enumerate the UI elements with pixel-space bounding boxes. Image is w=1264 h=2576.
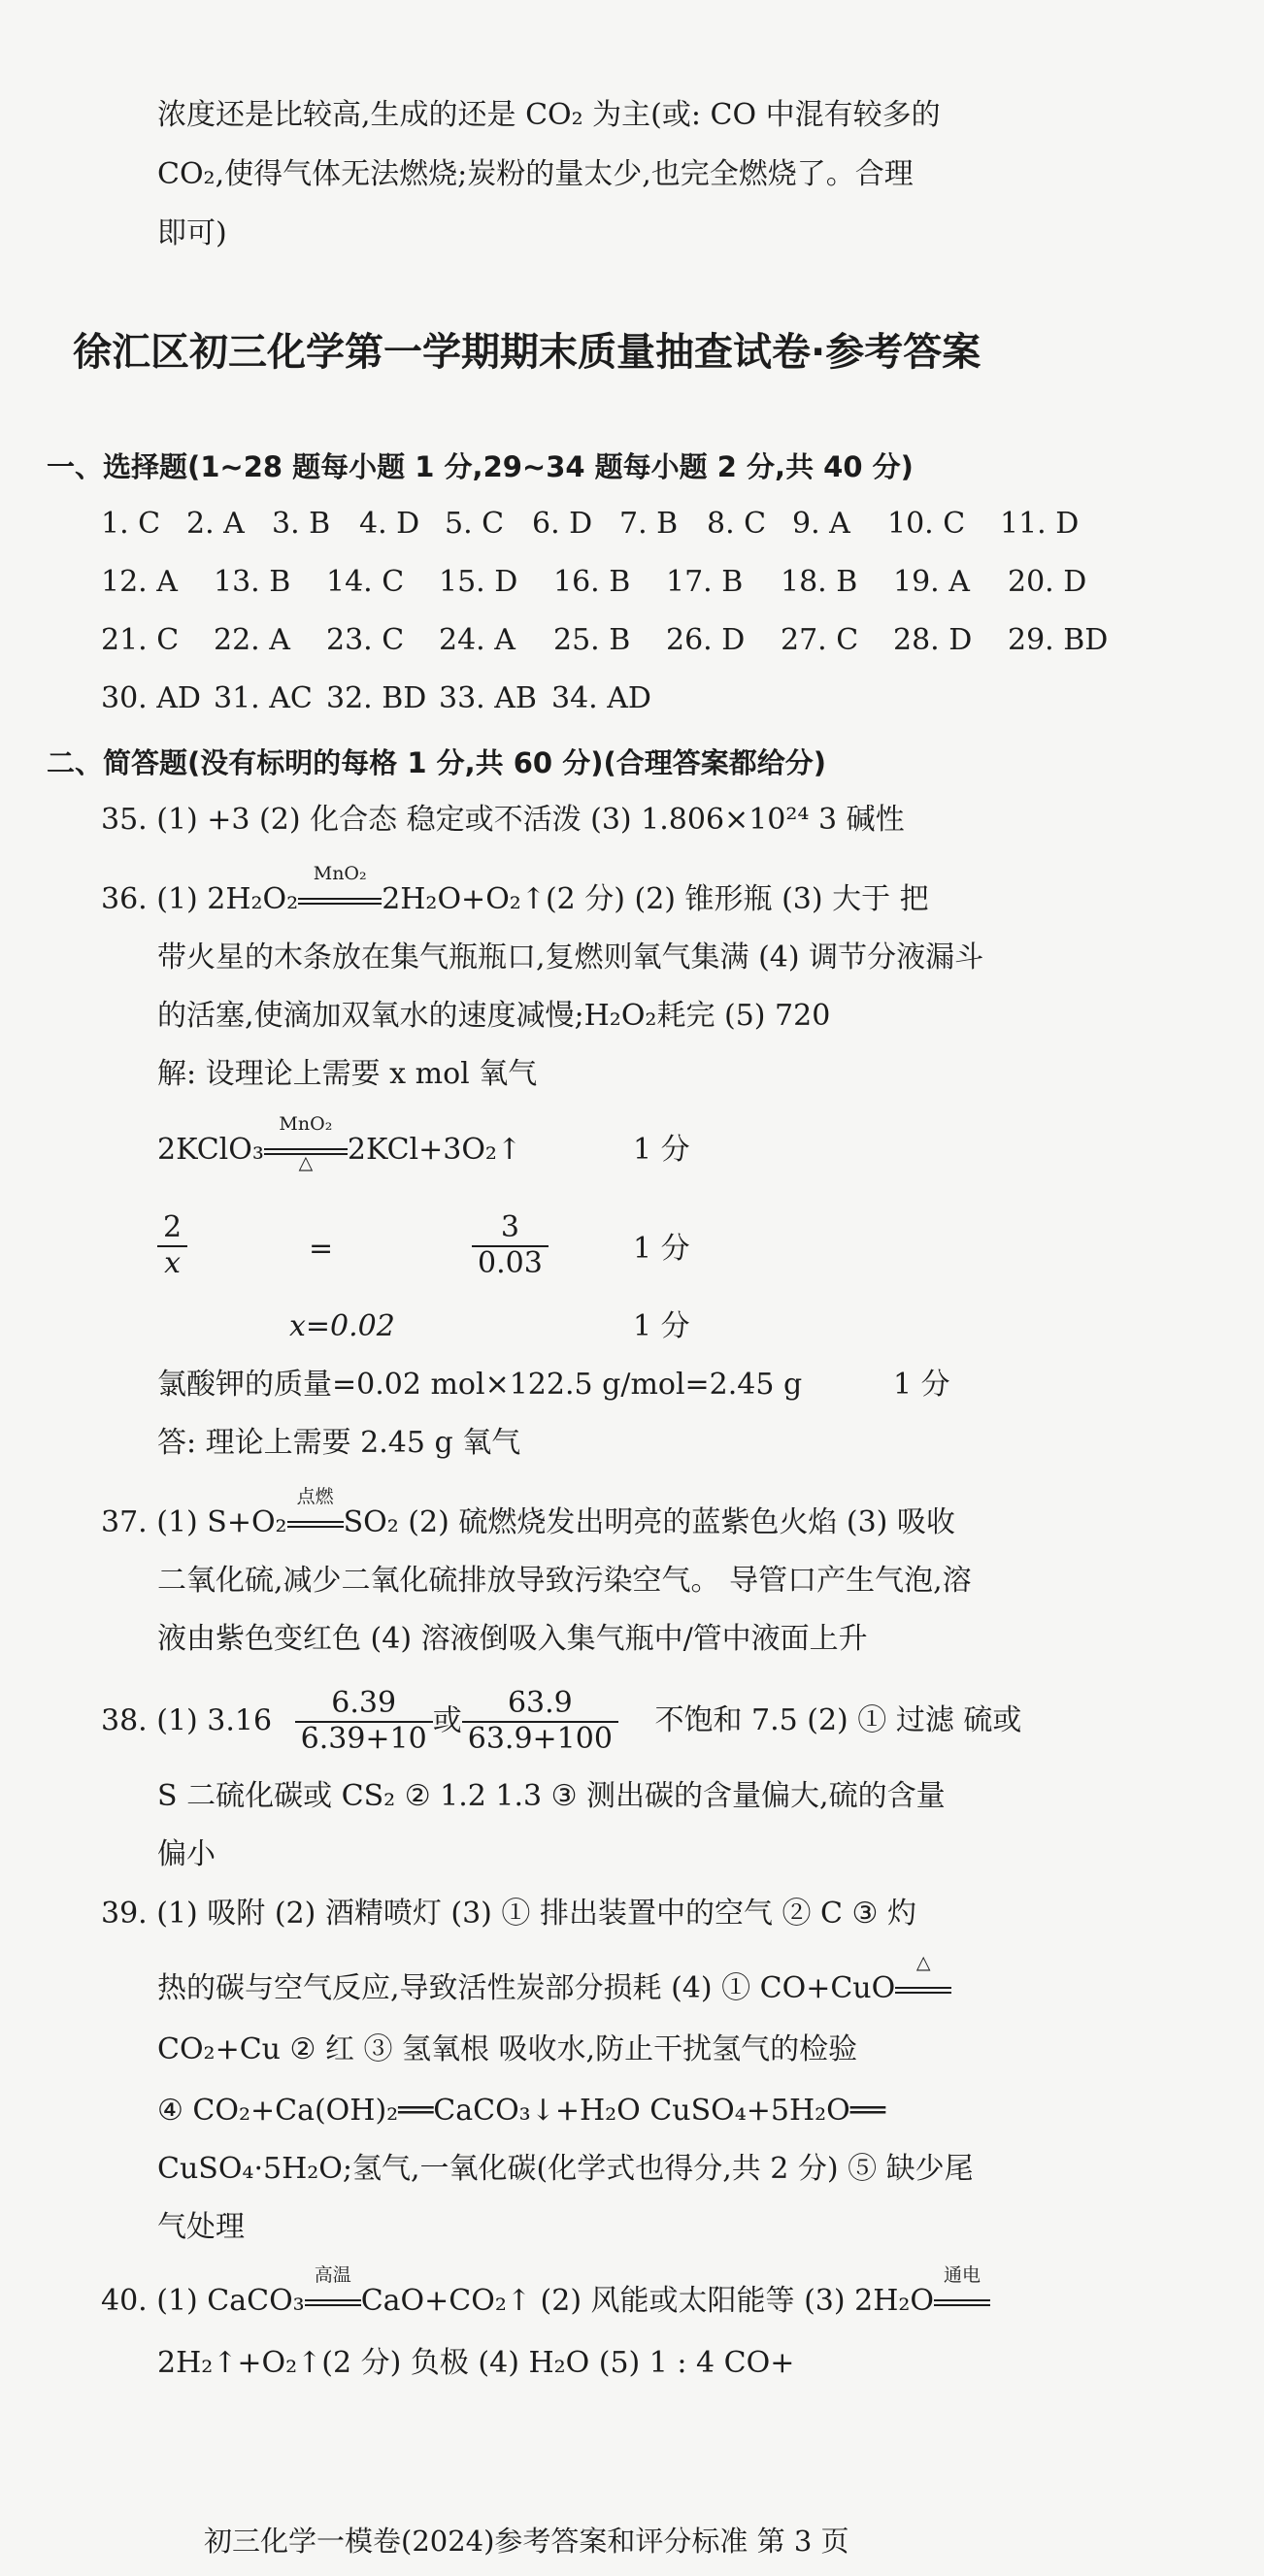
q36-line-2: 带火星的木条放在集气瓶瓶口,复燃则氧气集满 (4) 调节分液漏斗 bbox=[157, 941, 984, 974]
q37-line-2: 二氧化硫,减少二氧化硫排放导致污染空气。 导管口产生气泡,溶 bbox=[157, 1564, 972, 1598]
q36-line-4: 解: 设理论上需要 x mol 氧气 bbox=[157, 1057, 538, 1091]
q36-kclo3-catalyst: MnO₂ bbox=[279, 1113, 333, 1135]
choice-answer: 33. AB bbox=[439, 681, 537, 715]
q36-fraction-left bbox=[157, 1211, 187, 1280]
q35-answer: 35. (1) +3 (2) 化合态 稳定或不活泼 (3) 1.806×10²⁴ 3 碱性 bbox=[101, 803, 905, 837]
choice-answer: 2. A bbox=[186, 507, 245, 541]
intro-line-2: CO₂,使得气体无法燃烧;炭粉的量太少,也完全燃烧了。合理 bbox=[157, 157, 914, 191]
q39-heat: △ bbox=[915, 1952, 931, 1973]
choice-answer: 31. AC bbox=[214, 681, 313, 715]
q38-frac2-num: 63.9 bbox=[462, 1687, 618, 1723]
q36-fraction-right bbox=[472, 1211, 549, 1280]
choice-answer: 6. D bbox=[532, 507, 593, 541]
choice-answer: 18. B bbox=[781, 565, 858, 599]
choice-answer: 11. D bbox=[1000, 507, 1080, 541]
q40-condition-1: 高温 bbox=[314, 2264, 351, 2286]
q38-value: 38. (1) 3.16 bbox=[101, 1703, 273, 1738]
choice-answer: 1. C bbox=[101, 507, 161, 541]
page-title: 徐汇区初三化学第一学期期末质量抽查试卷·参考答案 bbox=[73, 330, 981, 375]
choice-answer: 23. C bbox=[326, 623, 405, 657]
q36-frac1-den: x bbox=[164, 1245, 181, 1280]
q36-score-1: 1 分 bbox=[633, 1133, 690, 1167]
q40-arrow-2 bbox=[934, 2264, 990, 2319]
choice-answer: 34. AD bbox=[551, 681, 651, 715]
section-2-header: 二、简答题(没有标明的每格 1 分,共 60 分)(合理答案都给分) bbox=[47, 746, 826, 779]
q36-line-1 bbox=[101, 863, 929, 917]
q37-line-1 bbox=[101, 1486, 955, 1540]
q37-condition: 点燃 bbox=[296, 1486, 334, 1507]
q38-line-3: 偏小 bbox=[157, 1837, 216, 1871]
q36-answer: 答: 理论上需要 2.45 g 氧气 bbox=[157, 1426, 521, 1460]
choice-answer: 17. B bbox=[666, 565, 744, 599]
q38-rest: 不饱和 7.5 (2) ① 过滤 硫或 bbox=[654, 1703, 1022, 1738]
q36-kclo3-products: 2KCl+3O₂↑ bbox=[347, 1133, 522, 1167]
q40-line-2: 2H₂↑+O₂↑(2 分) 负极 (4) H₂O (5) 1 : 4 CO+ bbox=[157, 2346, 795, 2380]
q40-eq-right: CaO+CO₂↑ (2) 风能或太阳能等 (3) 2H₂O bbox=[360, 2284, 934, 2318]
q38-line-2: S 二硫化碳或 CS₂ ② 1.2 1.3 ③ 测出碳的含量偏大,硫的含量 bbox=[157, 1779, 946, 1813]
q36-condition-arrow bbox=[298, 863, 382, 917]
choice-answer: 21. C bbox=[101, 623, 180, 657]
choice-answer: 24. A bbox=[439, 623, 516, 657]
q36-score-2: 1 分 bbox=[633, 1232, 690, 1266]
choice-answer: 12. A bbox=[101, 565, 178, 599]
q36-kclo3: 2KClO₃ bbox=[157, 1133, 264, 1167]
choice-answer: 30. AD bbox=[101, 681, 201, 715]
q36-frac1-num: 2 bbox=[157, 1211, 187, 1247]
q36-score-3: 1 分 bbox=[633, 1309, 690, 1343]
q37-eq-left: 37. (1) S+O₂ bbox=[101, 1505, 287, 1539]
choice-answer: 29. BD bbox=[1008, 623, 1109, 657]
q36-frac2-num: 3 bbox=[472, 1211, 549, 1247]
choice-answer: 28. D bbox=[893, 623, 973, 657]
choice-answer: 20. D bbox=[1008, 565, 1087, 599]
q38-line-1 bbox=[101, 1687, 1021, 1756]
choice-answer: 3. B bbox=[272, 507, 331, 541]
q36-line-3: 的活塞,使滴加双氧水的速度减慢;H₂O₂耗完 (5) 720 bbox=[157, 999, 831, 1033]
q39-line-3: CO₂+Cu ② 红 ③ 氢氧根 吸收水,防止干扰氢气的检验 bbox=[157, 2032, 858, 2066]
choice-answer: 13. B bbox=[214, 565, 291, 599]
q40-condition-2: 通电 bbox=[943, 2264, 981, 2286]
q36-mass: 氯酸钾的质量=0.02 mol×122.5 g/mol=2.45 g bbox=[157, 1368, 803, 1402]
choice-answer: 7. B bbox=[619, 507, 679, 541]
q36-equation bbox=[157, 1113, 522, 1173]
q36-eq-left: 36. (1) 2H₂O₂ bbox=[101, 882, 299, 916]
choice-answer: 4. D bbox=[359, 507, 420, 541]
q38-frac1-num: 6.39 bbox=[295, 1687, 433, 1723]
q39-line-4: ④ CO₂+Ca(OH)₂══CaCO₃↓+H₂O CuSO₄+5H₂O══ bbox=[157, 2094, 885, 2128]
q40-eq-left: 40. (1) CaCO₃ bbox=[101, 2284, 305, 2318]
q39-line-2-text: 热的碳与空气反应,导致活性炭部分损耗 (4) ① CO+CuO bbox=[157, 1971, 896, 2005]
q40-line-1 bbox=[101, 2264, 990, 2319]
choice-answer: 32. BD bbox=[326, 681, 427, 715]
q39-line-6: 气处理 bbox=[157, 2210, 245, 2244]
choice-answer: 8. C bbox=[707, 507, 767, 541]
choice-answer: 25. B bbox=[553, 623, 631, 657]
q36-fraction-equals: = bbox=[309, 1232, 334, 1266]
choice-answer: 5. C bbox=[445, 507, 505, 541]
q37-line-3: 液由紫色变红色 (4) 溶液倒吸入集气瓶中/管中液面上升 bbox=[157, 1622, 868, 1656]
q36-x-value: x=0.02 bbox=[289, 1309, 395, 1343]
q36-eq-right: 2H₂O+O₂↑(2 分) (2) 锥形瓶 (3) 大于 把 bbox=[382, 882, 929, 916]
choice-answer: 27. C bbox=[781, 623, 859, 657]
q38-frac1-den: 6.39+10 bbox=[300, 1721, 427, 1756]
q39-line-5: CuSO₄·5H₂O;氢气,一氧化碳(化学式也得分,共 2 分) ⑤ 缺少尾 bbox=[157, 2152, 974, 2186]
section-1-header: 一、选择题(1~28 题每小题 1 分,29~34 题每小题 2 分,共 40 分) bbox=[47, 450, 914, 483]
q38-frac2-den: 63.9+100 bbox=[467, 1721, 613, 1756]
choice-answer: 15. D bbox=[439, 565, 518, 599]
q40-arrow-1 bbox=[305, 2264, 361, 2319]
q37-eq-right: SO₂ (2) 硫燃烧发出明亮的蓝紫色火焰 (3) 吸收 bbox=[343, 1505, 955, 1539]
choice-answer: 19. A bbox=[893, 565, 970, 599]
choice-answer: 16. B bbox=[553, 565, 631, 599]
q38-or: 或 bbox=[432, 1703, 462, 1738]
q39-heat-arrow bbox=[895, 1952, 951, 2006]
choice-answer: 10. C bbox=[887, 507, 966, 541]
page-footer: 初三化学一模卷(2024)参考答案和评分标准 第 3 页 bbox=[204, 2525, 849, 2558]
choice-answer: 14. C bbox=[326, 565, 405, 599]
intro-line-1: 浓度还是比较高,生成的还是 CO₂ 为主(或: CO 中混有较多的 bbox=[157, 98, 941, 132]
q36-kclo3-arrow bbox=[264, 1113, 348, 1173]
q36-frac2-den: 0.03 bbox=[478, 1245, 543, 1280]
q39-line-2 bbox=[157, 1952, 951, 2006]
q36-condition: MnO₂ bbox=[313, 863, 367, 884]
q39-line-1: 39. (1) 吸附 (2) 酒精喷灯 (3) ① 排出装置中的空气 ② C ③ 灼 bbox=[101, 1897, 916, 1931]
choice-answer: 9. A bbox=[792, 507, 850, 541]
intro-line-3: 即可) bbox=[157, 216, 227, 250]
q37-arrow bbox=[287, 1486, 344, 1540]
choice-answer: 22. A bbox=[214, 623, 290, 657]
choice-answer: 26. D bbox=[666, 623, 746, 657]
q36-kclo3-heat: △ bbox=[298, 1152, 314, 1173]
q36-score-4: 1 分 bbox=[893, 1368, 950, 1402]
